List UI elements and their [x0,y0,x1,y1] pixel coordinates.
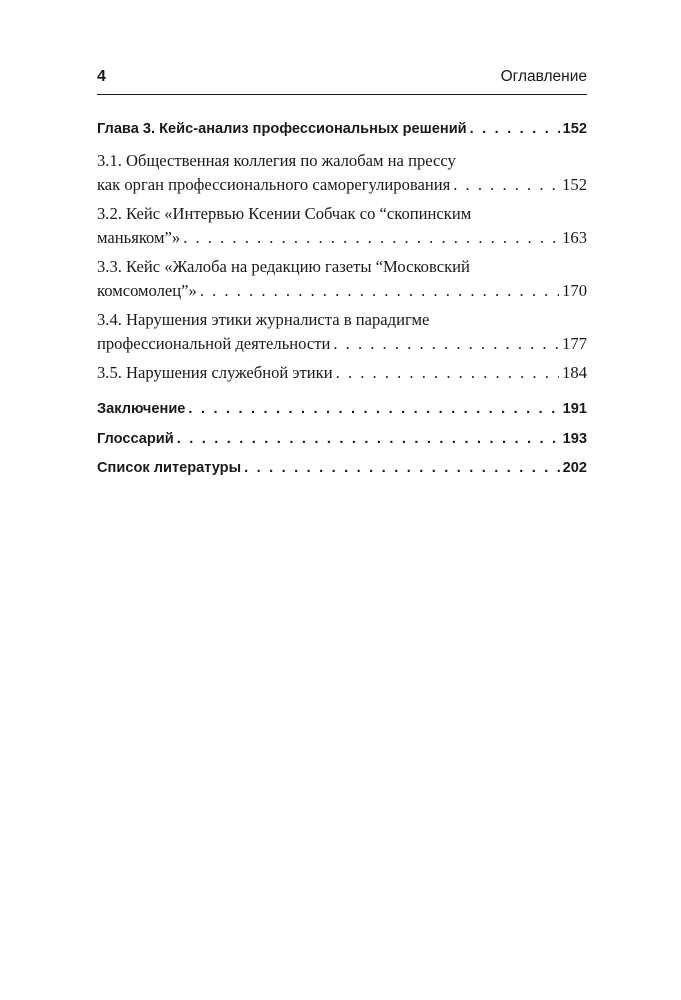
toc-entry-title-line-1: 3.1. Общественная коллегия по жалобам на прессу [97,150,456,170]
toc-entry-chapter-3 [97,117,587,142]
toc-entry-title-line-1: 3.2. Кейс «Интервью Ксении Собчак со “скопинским [97,203,472,223]
dot-leader [183,226,559,251]
toc-page-number: 202 [562,460,587,476]
toc-entry-title: Глоссарий [97,430,174,447]
toc-entry-title-line-2: как орган профессионального саморегулирования [97,175,451,194]
page-number: 4 [97,68,106,85]
toc-entry-3-2 [97,202,587,251]
toc-entry-title: Глава 3. Кейс-анализ профессиональных решений [97,121,467,137]
dot-leader [177,427,560,452]
toc-entry-title: 3.5. Нарушения служебной этики [97,362,333,382]
toc-entry-3-3 [97,255,587,304]
running-section-title: Оглавление [500,68,587,85]
toc-entry-title-line-1: 3.3. Кейс «Жалоба на редакцию газеты “Московский [97,256,470,276]
toc-page-number: 152 [562,175,587,194]
dot-leader [470,117,560,142]
dot-leader [333,332,559,357]
toc-entry-3-4 [97,308,587,357]
toc-page-number: 152 [562,121,587,137]
toc-entry-3-1 [97,149,587,198]
toc-page-number: 191 [562,401,587,417]
toc-entry-3-5 [97,361,587,386]
running-head [97,68,587,92]
dot-leader [453,173,559,198]
toc-entry-title: Заключение [97,401,186,417]
toc-entry-glossary [97,427,587,452]
table-of-contents [97,117,587,481]
toc-entry-conclusion [97,397,587,422]
toc-page-number: 177 [562,334,587,353]
header-rule [97,94,587,95]
dot-leader [188,397,559,422]
toc-entry-title-line-2: маньяком”» [97,228,181,247]
toc-entry-title: Список литературы [97,460,242,476]
toc-entry-title-line-1: 3.4. Нарушения этики журналиста в парадигме [97,309,430,329]
toc-page-number: 170 [562,281,587,300]
toc-page-number: 184 [562,362,587,382]
toc-entry-bibliography [97,456,587,481]
toc-entry-title-line-2: комсомолец”» [97,281,197,300]
toc-page-number: 163 [562,228,587,247]
dot-leader [336,361,559,386]
toc-page-number: 193 [562,430,587,447]
dot-leader [200,279,559,304]
dot-leader [244,456,560,481]
toc-entry-title-line-2: профессиональной деятельности [97,334,331,353]
